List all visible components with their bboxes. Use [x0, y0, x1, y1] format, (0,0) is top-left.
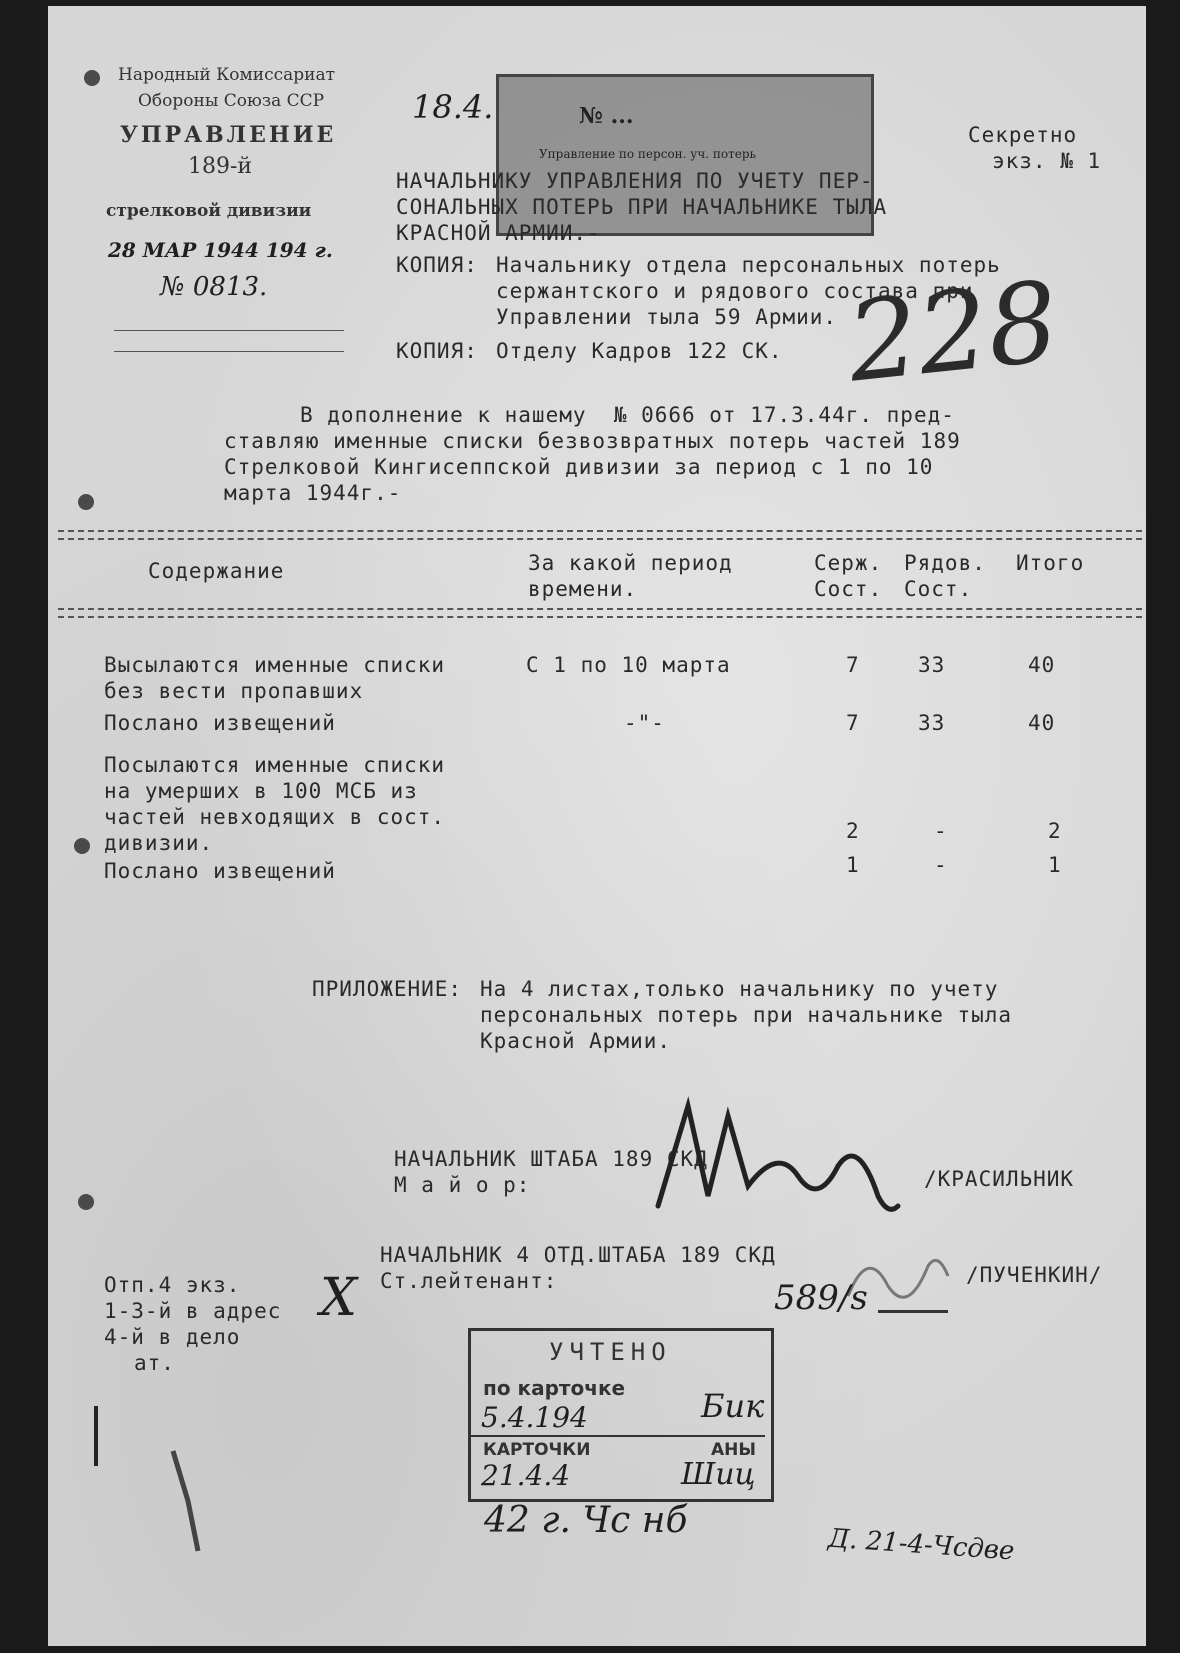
row-content: дивизии. — [104, 831, 214, 855]
punch-hole — [74, 838, 90, 854]
handwritten-corner-note: Д. 21-4-Чсдве — [827, 1523, 1016, 1567]
body-line-3: Стрелковой Кингисеппской дивизии за период с 1 по 10 — [224, 455, 934, 479]
row-serzh: 7 — [846, 653, 860, 677]
dept-chief-title: НАЧАЛЬНИК 4 ОТД.ШТАБА 189 СКД — [380, 1243, 776, 1267]
row-ryad: - — [934, 853, 948, 877]
margin-stroke — [168, 1446, 208, 1556]
handwritten-number: 589/s — [774, 1278, 868, 1318]
body-line-4: марта 1944г.- — [224, 481, 402, 505]
row-content: частей невходящих в сост. — [104, 805, 446, 829]
distribution-line-4: ат. — [134, 1351, 175, 1375]
row-period: -"- — [624, 711, 665, 735]
appendix-line-1: На 4 листах,только начальнику по учету — [480, 977, 999, 1001]
copy1-line-3: Управлении тыла 59 Армии. — [496, 305, 838, 329]
appendix-label: ПРИЛОЖЕНИЕ: — [312, 977, 463, 1001]
copy1-line-1: Начальнику отдела персональных потерь — [496, 253, 1001, 277]
secret-label: Секретно — [968, 123, 1078, 147]
column-header-serzh: Серж. — [814, 551, 883, 575]
row-serzh: 7 — [846, 711, 860, 735]
column-header-content: Содержание — [148, 559, 285, 583]
header-line-5: стрелковой дивизии — [106, 201, 312, 221]
row-ryad: 33 — [918, 653, 946, 677]
address-line-1: НАЧАЛЬНИКУ УПРАВЛЕНИЯ ПО УЧЕТУ ПЕР- — [396, 169, 874, 193]
top-handwritten-mark: 18.4. — [412, 88, 494, 126]
accounted-stamp — [468, 1328, 774, 1502]
column-header-ryad: Рядов. — [904, 551, 986, 575]
accounted-stamp-card: по карточке — [483, 1376, 626, 1400]
divider — [114, 351, 344, 352]
copy1-label: КОПИЯ: — [396, 253, 478, 277]
row-total: 1 — [1048, 853, 1062, 877]
address-line-3: КРАСНОЙ АРМИИ.- — [396, 221, 601, 245]
dept-chief-rank: Ст.лейтенант: — [380, 1269, 558, 1293]
row-ryad: - — [934, 819, 948, 843]
row-total: 2 — [1048, 819, 1062, 843]
accounted-stamp-date-2: 21.4.4 — [481, 1459, 571, 1492]
copy-number: экз. № 1 — [992, 149, 1102, 173]
chief-of-staff-rank: М а й о р: — [394, 1173, 531, 1197]
row-content: Послано извещений — [104, 711, 336, 735]
accounted-stamp-cards: КАРТОЧКИ — [483, 1440, 591, 1460]
dept-chief-name: /ПУЧЕНКИН/ — [966, 1263, 1103, 1287]
margin-mark — [94, 1406, 98, 1466]
row-ryad: 33 — [918, 711, 946, 735]
row-total: 40 — [1028, 711, 1056, 735]
divider — [114, 330, 344, 331]
table-rule-top — [58, 530, 1142, 532]
row-content: Послано извещений — [104, 859, 336, 883]
distribution-line-3: 4-й в дело — [104, 1325, 241, 1349]
appendix-line-3: Красной Армии. — [480, 1029, 672, 1053]
punch-hole — [78, 494, 94, 510]
distribution-line-2: 1-3-й в адрес — [104, 1299, 282, 1323]
accounted-stamp-date: 5.4.194 — [481, 1401, 588, 1434]
accounted-stamp-sign: Шиц — [681, 1457, 756, 1492]
row-content: без вести пропавших — [104, 679, 364, 703]
document-sheet — [48, 6, 1146, 1646]
chief-of-staff-title: НАЧАЛЬНИК ШТАБА 189 СКД — [394, 1147, 708, 1171]
accounted-stamp-divider — [471, 1435, 765, 1437]
row-content: Высылаются именные списки — [104, 653, 446, 677]
chief-signature — [648, 1086, 908, 1226]
copy2-text: Отделу Кадров 122 СК. — [496, 339, 783, 363]
row-content: Посылаются именные списки — [104, 753, 446, 777]
incoming-stamp-line-1: № ... — [579, 103, 634, 129]
appendix-line-2: персональных потерь при начальнике тыла — [480, 1003, 1013, 1027]
column-header-ryad-2: Сост. — [904, 577, 973, 601]
accounted-stamp-cards-2: АНЫ — [711, 1440, 756, 1460]
body-line-2: ставляю именные списки безвозвратных потерь частей 189 — [224, 429, 961, 453]
body-line-1: В дополнение к нашему № 0666 от 17.3.44г. пред- — [300, 403, 955, 427]
header-line-2: Обороны Союза ССР — [138, 91, 325, 111]
header-date: 28 МАР 1944 194 г. — [108, 238, 333, 262]
chief-of-staff-name: /КРАСИЛЬНИК — [924, 1167, 1075, 1191]
row-serzh: 1 — [846, 853, 860, 877]
table-rule-header — [58, 616, 1142, 618]
table-rule-header — [58, 608, 1142, 610]
distribution-line-1: Отп.4 экз. — [104, 1273, 241, 1297]
punch-hole — [84, 70, 100, 86]
column-header-serzh-2: Сост. — [814, 577, 883, 601]
copy1-line-2: сержантского и рядового состава при — [496, 279, 974, 303]
accounted-stamp-title: УЧТЕНО — [549, 1338, 672, 1366]
handwritten-underline — [878, 1310, 948, 1313]
header-number: № 0813. — [160, 272, 268, 302]
copy2-label: КОПИЯ: — [396, 339, 478, 363]
punch-hole — [78, 1194, 94, 1210]
handwritten-bottom-note: 42 г. Чс нб — [484, 1500, 688, 1541]
row-serzh: 2 — [846, 819, 860, 843]
row-content: на умерших в 100 МСБ из — [104, 779, 418, 803]
handwritten-x-mark: Х — [320, 1268, 358, 1328]
registration-number: 228 — [841, 257, 1065, 407]
header-line-1: Народный Комиссариат — [118, 65, 336, 85]
header-line-4: 189-й — [188, 154, 253, 179]
column-header-period-2: времени. — [528, 577, 638, 601]
table-rule-top — [58, 538, 1142, 540]
header-line-3: УПРАВЛЕНИЕ — [120, 122, 337, 148]
column-header-total: Итого — [1016, 551, 1085, 575]
row-total: 40 — [1028, 653, 1056, 677]
accounted-stamp-initials: Бик — [701, 1387, 765, 1425]
address-line-2: СОНАЛЬНЫХ ПОТЕРЬ ПРИ НАЧАЛЬНИКЕ ТЫЛА — [396, 195, 888, 219]
column-header-period: За какой период — [528, 551, 733, 575]
incoming-stamp-line-2: Управление по персон. уч. потерь — [539, 147, 757, 161]
row-period: С 1 по 10 марта — [526, 653, 731, 677]
